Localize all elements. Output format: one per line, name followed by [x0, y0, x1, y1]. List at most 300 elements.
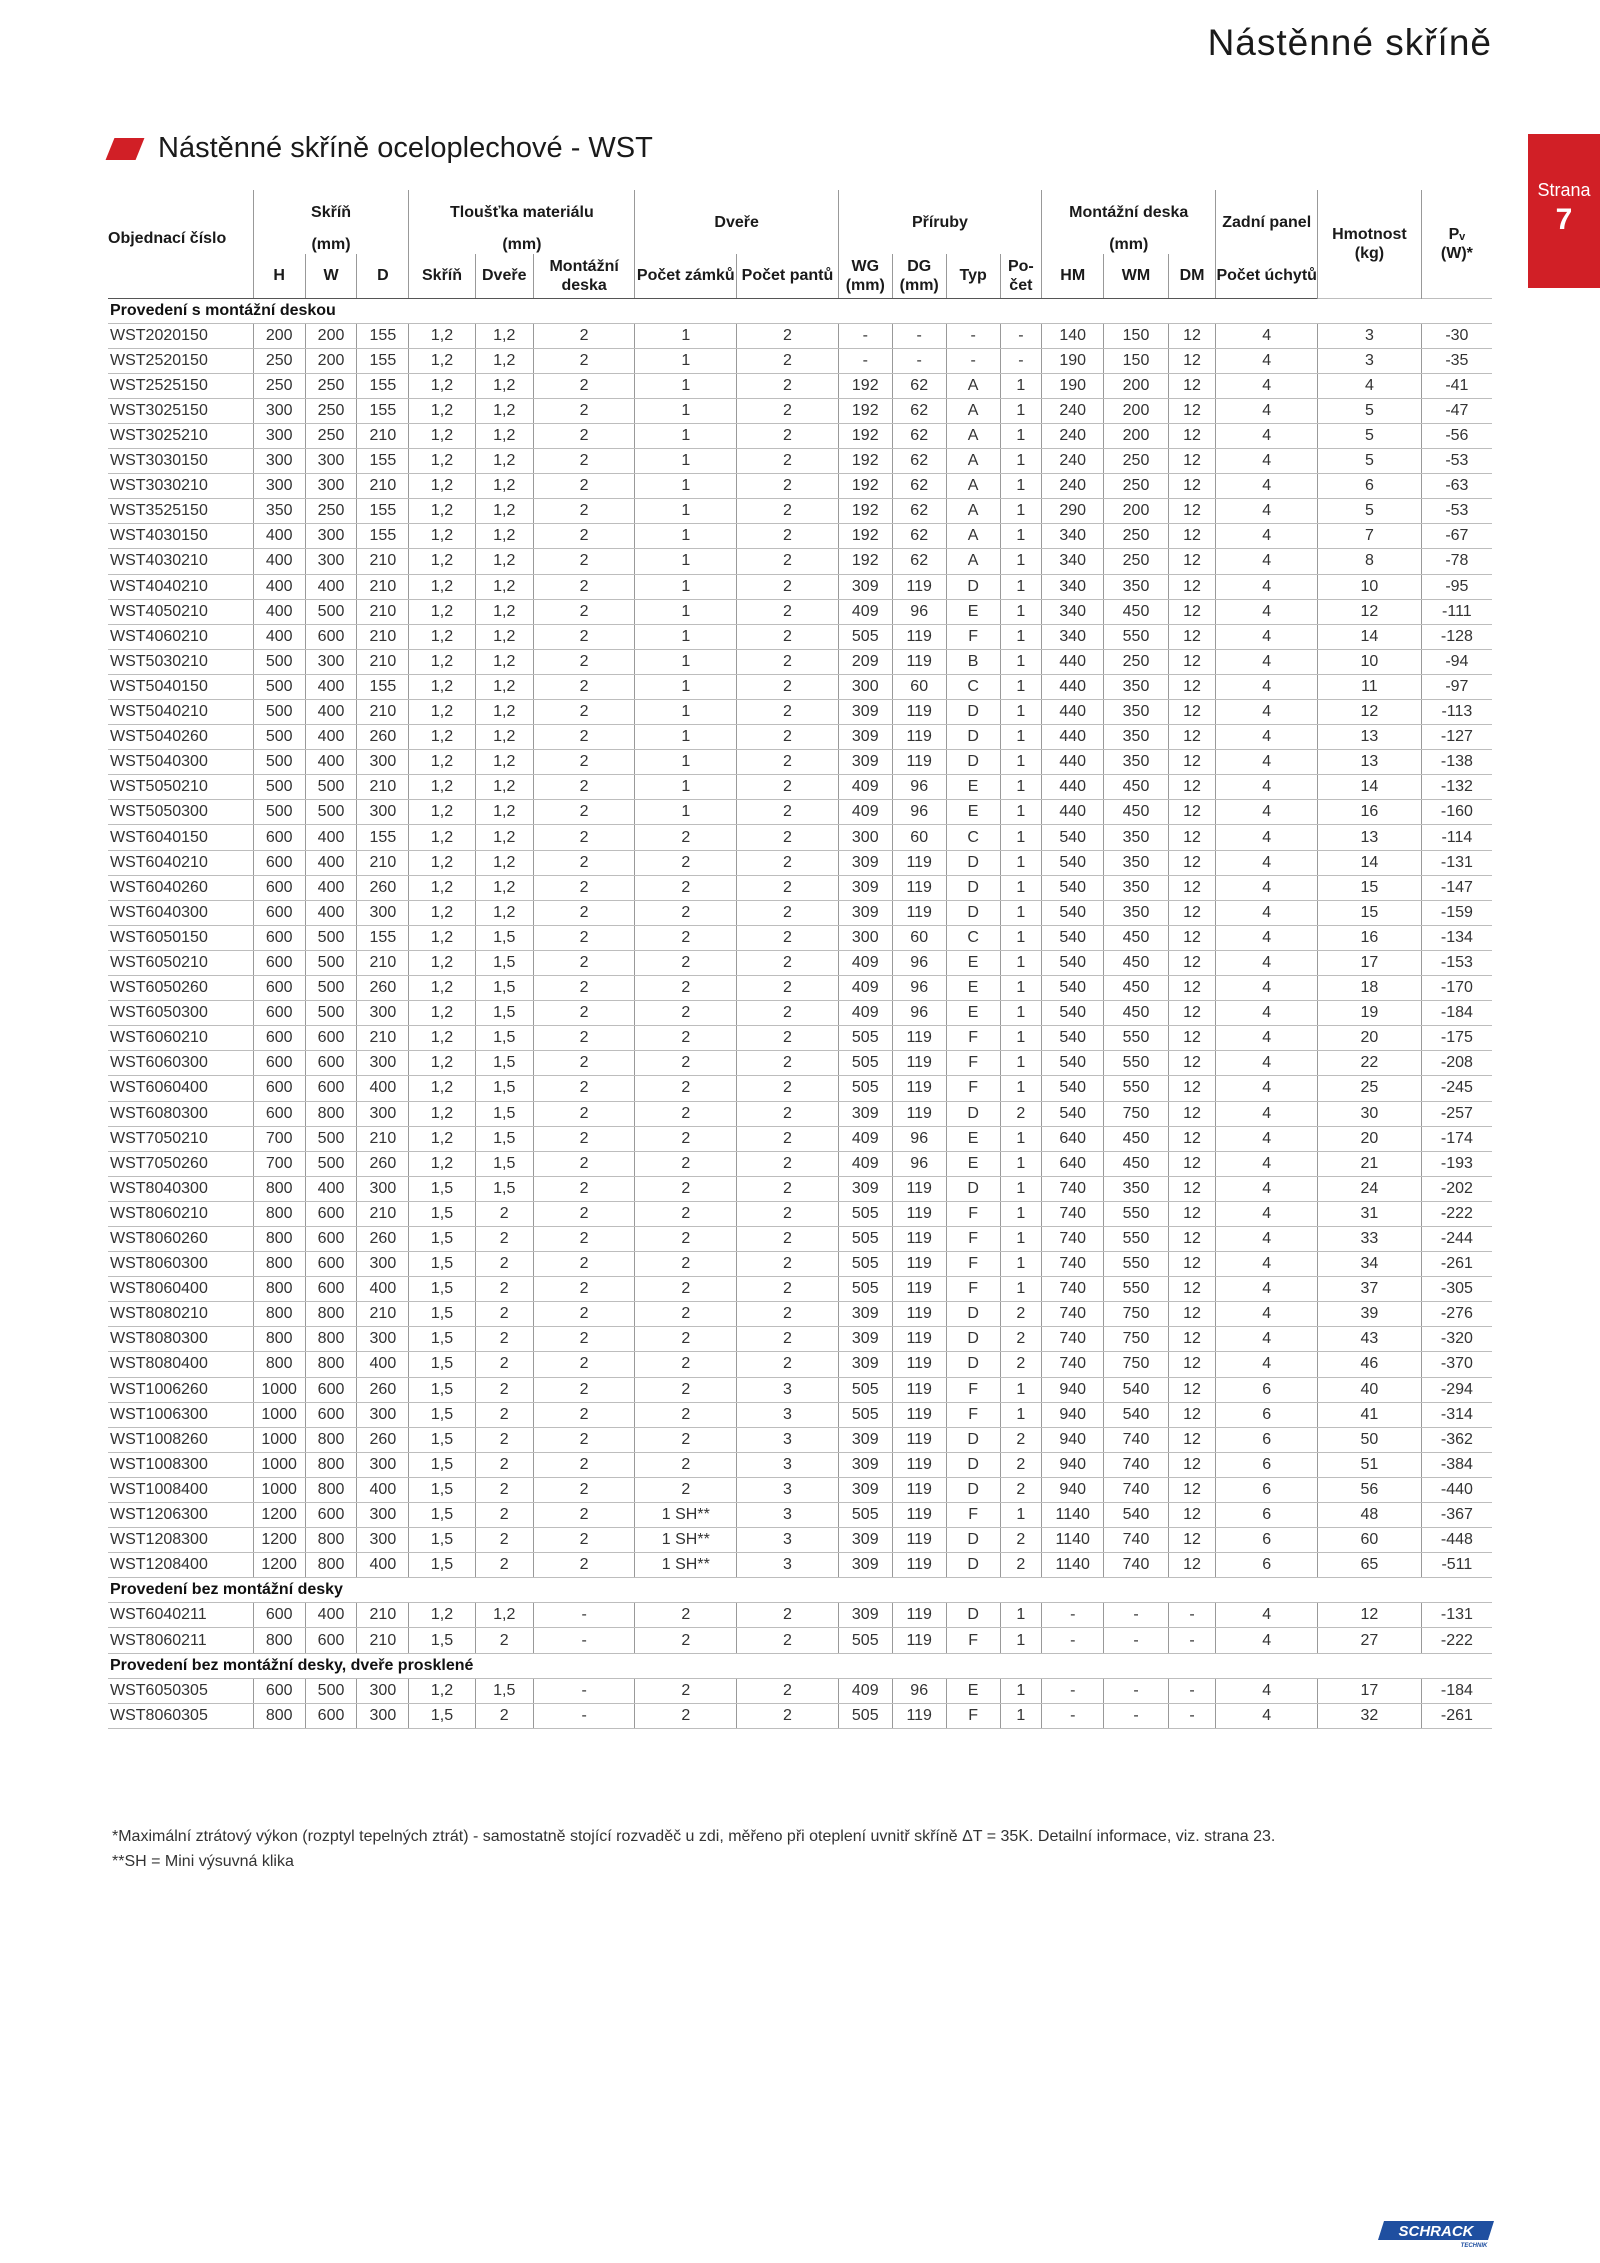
table-cell: 1,2 — [475, 624, 533, 649]
table-cell: 2 — [737, 1327, 839, 1352]
table-cell: - — [892, 348, 946, 373]
table-cell: 300 — [357, 1402, 409, 1427]
table-cell: 260 — [357, 725, 409, 750]
table-cell: 2 — [1000, 1101, 1042, 1126]
table-row — [108, 1603, 1492, 1628]
table-cell: 2 — [635, 1277, 737, 1302]
table-cell: 740 — [1042, 1327, 1104, 1352]
table-cell: 16 — [1318, 925, 1422, 950]
table-cell: 1 — [635, 549, 737, 574]
table-cell: 12 — [1168, 1477, 1216, 1502]
table-cell: 1,2 — [409, 599, 475, 624]
table-cell: 2 — [475, 1477, 533, 1502]
table-cell: 500 — [305, 1678, 357, 1703]
table-row — [108, 1226, 1492, 1251]
table-cell: 4 — [1216, 950, 1318, 975]
table-cell: 300 — [357, 800, 409, 825]
table-cell: 1 — [1000, 1703, 1042, 1728]
table-cell: 1 — [1000, 1402, 1042, 1427]
col-code-header: Objednací číslo — [108, 230, 227, 247]
schrack-logo — [1378, 2218, 1496, 2248]
table-cell: -384 — [1421, 1452, 1492, 1477]
table-cell: 409 — [838, 976, 892, 1001]
table-row — [108, 925, 1492, 950]
table-cell: 1 — [1000, 674, 1042, 699]
table-cell: F — [946, 1226, 1000, 1251]
table-cell: 2 — [533, 599, 635, 624]
table-cell: 1,2 — [475, 323, 533, 348]
table-cell: 1,2 — [409, 1101, 475, 1126]
table-cell: 2 — [533, 1252, 635, 1277]
table-cell: 2 — [737, 449, 839, 474]
table-cell: 20 — [1318, 1026, 1422, 1051]
table-cell: 119 — [892, 1427, 946, 1452]
table-cell: 1000 — [253, 1402, 305, 1427]
table-cell: 740 — [1104, 1553, 1168, 1578]
table-cell: 1,5 — [409, 1176, 475, 1201]
table-cell: -114 — [1421, 825, 1492, 850]
table-cell: 6 — [1318, 474, 1422, 499]
table-cell: 1,2 — [409, 449, 475, 474]
table-cell: -261 — [1421, 1252, 1492, 1277]
table-cell: 260 — [357, 1151, 409, 1176]
table-cell: 2 — [737, 574, 839, 599]
col-pantu: Počet pantů — [737, 254, 839, 298]
table-cell: 1,5 — [475, 1151, 533, 1176]
table-cell: 119 — [892, 1628, 946, 1653]
table-cell: 1,5 — [475, 976, 533, 1001]
table-cell: 119 — [892, 1101, 946, 1126]
table-cell: 1,2 — [409, 499, 475, 524]
table-cell: E — [946, 1126, 1000, 1151]
table-cell: D — [946, 700, 1000, 725]
table-cell: 1,5 — [475, 950, 533, 975]
table-cell: 4 — [1216, 674, 1318, 699]
table-cell: 2 — [737, 599, 839, 624]
table-cell: 300 — [357, 1528, 409, 1553]
table-cell: -257 — [1421, 1101, 1492, 1126]
table-cell: 210 — [357, 599, 409, 624]
table-cell: 48 — [1318, 1503, 1422, 1528]
table-cell: F — [946, 1051, 1000, 1076]
table-cell: 210 — [357, 700, 409, 725]
group-row — [108, 298, 1492, 323]
table-cell: 1 SH** — [635, 1503, 737, 1528]
table-cell: 2 — [737, 499, 839, 524]
table-cell: 1,5 — [475, 925, 533, 950]
table-cell: 300 — [305, 649, 357, 674]
table-cell: 500 — [305, 925, 357, 950]
table-cell: 250 — [253, 348, 305, 373]
table-cell: 2 — [635, 976, 737, 1001]
table-cell: 155 — [357, 925, 409, 950]
table-cell: -78 — [1421, 549, 1492, 574]
table-cell: 119 — [892, 1176, 946, 1201]
table-cell: 119 — [892, 1703, 946, 1728]
table-cell: 2 — [737, 875, 839, 900]
table-cell: 1,5 — [475, 1126, 533, 1151]
table-cell: 5 — [1318, 449, 1422, 474]
table-cell: 300 — [357, 1001, 409, 1026]
table-cell: 250 — [305, 398, 357, 423]
table-cell: - — [1042, 1678, 1104, 1703]
table-cell: 4 — [1216, 624, 1318, 649]
table-cell: 43 — [1318, 1327, 1422, 1352]
table-cell: 309 — [838, 875, 892, 900]
table-cell: 2 — [533, 1327, 635, 1352]
table-cell: -95 — [1421, 574, 1492, 599]
table-cell: 1 — [1000, 524, 1042, 549]
table-row — [108, 1678, 1492, 1703]
col-dm: DM — [1168, 254, 1216, 298]
table-row — [108, 1528, 1492, 1553]
col-pocet: Po- čet — [1000, 254, 1042, 298]
table-cell: -320 — [1421, 1327, 1492, 1352]
table-cell: 600 — [253, 1026, 305, 1051]
table-cell: A — [946, 449, 1000, 474]
table-cell: 540 — [1042, 850, 1104, 875]
table-cell: B — [946, 649, 1000, 674]
table-cell: -127 — [1421, 725, 1492, 750]
table-cell: 2 — [635, 925, 737, 950]
table-cell: 600 — [305, 1076, 357, 1101]
table-cell: 2 — [737, 1277, 839, 1302]
table-cell: 12 — [1318, 1603, 1422, 1628]
table-row — [108, 373, 1492, 398]
table-row — [108, 1327, 1492, 1352]
table-row — [108, 900, 1492, 925]
table-cell: 800 — [253, 1352, 305, 1377]
table-cell: 309 — [838, 700, 892, 725]
table-cell: 400 — [253, 624, 305, 649]
order-code-cell: WST8060210 — [108, 1201, 253, 1226]
table-cell: 350 — [1104, 725, 1168, 750]
table-cell: 96 — [892, 775, 946, 800]
table-cell: 210 — [357, 549, 409, 574]
table-cell: 2 — [475, 1352, 533, 1377]
table-cell: 12 — [1168, 1528, 1216, 1553]
order-code-cell: WST6040260 — [108, 875, 253, 900]
table-cell: 192 — [838, 423, 892, 448]
table-cell: 62 — [892, 423, 946, 448]
table-cell: 1 — [1000, 1603, 1042, 1628]
table-cell: A — [946, 423, 1000, 448]
table-cell: 119 — [892, 1503, 946, 1528]
order-code-cell: WST2520150 — [108, 348, 253, 373]
table-cell: 10 — [1318, 649, 1422, 674]
table-cell: 300 — [357, 1051, 409, 1076]
table-cell: 505 — [838, 1226, 892, 1251]
table-cell: 119 — [892, 1051, 946, 1076]
table-cell: 1 — [635, 524, 737, 549]
table-cell: 550 — [1104, 1277, 1168, 1302]
table-cell: 1,2 — [475, 549, 533, 574]
table-cell: - — [533, 1603, 635, 1628]
table-cell: 2 — [737, 1001, 839, 1026]
table-cell: 740 — [1042, 1352, 1104, 1377]
table-cell: 800 — [305, 1302, 357, 1327]
table-cell: 1 — [1000, 1026, 1042, 1051]
table-cell: 31 — [1318, 1201, 1422, 1226]
table-cell: 540 — [1042, 1026, 1104, 1051]
table-cell: 1,2 — [409, 950, 475, 975]
table-cell: 540 — [1042, 900, 1104, 925]
table-cell: 450 — [1104, 800, 1168, 825]
table-cell: 600 — [253, 925, 305, 950]
table-row — [108, 775, 1492, 800]
table-cell: 119 — [892, 1252, 946, 1277]
table-cell: 2 — [533, 800, 635, 825]
table-cell: 1,2 — [409, 850, 475, 875]
table-cell: 4 — [1216, 1302, 1318, 1327]
table-cell: 409 — [838, 775, 892, 800]
table-cell: 65 — [1318, 1553, 1422, 1578]
table-cell: D — [946, 900, 1000, 925]
section-marker-icon — [106, 138, 145, 160]
order-code-cell: WST2525150 — [108, 373, 253, 398]
table-cell: 3 — [737, 1377, 839, 1402]
table-cell: 1 — [1000, 1678, 1042, 1703]
col-skrin-header: Skříň — [253, 190, 409, 234]
table-cell: 30 — [1318, 1101, 1422, 1126]
table-cell: 2 — [635, 900, 737, 925]
table-cell: 16 — [1318, 800, 1422, 825]
table-cell: 350 — [1104, 850, 1168, 875]
table-cell: 400 — [305, 875, 357, 900]
table-cell: -131 — [1421, 1603, 1492, 1628]
table-cell: 2 — [737, 925, 839, 950]
table-cell: 1,2 — [409, 925, 475, 950]
table-cell: 600 — [305, 1703, 357, 1728]
table-cell: 1,2 — [409, 649, 475, 674]
table-cell: A — [946, 549, 1000, 574]
table-row — [108, 950, 1492, 975]
order-code-cell: WST6050260 — [108, 976, 253, 1001]
table-cell: 1 — [1000, 398, 1042, 423]
table-cell: 19 — [1318, 1001, 1422, 1026]
table-cell: 210 — [357, 574, 409, 599]
table-cell: E — [946, 800, 1000, 825]
table-cell: 119 — [892, 1302, 946, 1327]
table-cell: 119 — [892, 1327, 946, 1352]
table-cell: 1 — [1000, 800, 1042, 825]
table-cell: E — [946, 1151, 1000, 1176]
table-cell: -208 — [1421, 1051, 1492, 1076]
table-cell: -41 — [1421, 373, 1492, 398]
table-cell: -134 — [1421, 925, 1492, 950]
table-cell: 1 — [1000, 474, 1042, 499]
table-cell: 300 — [357, 1678, 409, 1703]
table-cell: 1,2 — [409, 1151, 475, 1176]
table-row — [108, 725, 1492, 750]
table-cell: -202 — [1421, 1176, 1492, 1201]
table-cell: 309 — [838, 1427, 892, 1452]
table-cell: 2 — [475, 1252, 533, 1277]
table-cell: 119 — [892, 649, 946, 674]
table-cell: 96 — [892, 1126, 946, 1151]
table-cell: 2 — [533, 1226, 635, 1251]
table-cell: 12 — [1168, 1427, 1216, 1452]
table-cell: 2 — [635, 1628, 737, 1653]
table-cell: 800 — [253, 1302, 305, 1327]
table-cell: D — [946, 875, 1000, 900]
table-cell: 2 — [635, 1051, 737, 1076]
table-cell: 1,2 — [475, 423, 533, 448]
svg-text:SCHRACK: SCHRACK — [1398, 2223, 1474, 2240]
table-cell: 2 — [737, 474, 839, 499]
table-cell: 1 — [1000, 1126, 1042, 1151]
table-cell: 1 — [1000, 449, 1042, 474]
table-cell: 119 — [892, 900, 946, 925]
table-cell: 260 — [357, 1427, 409, 1452]
table-cell: D — [946, 1603, 1000, 1628]
table-cell: 1,5 — [409, 1528, 475, 1553]
table-cell: A — [946, 524, 1000, 549]
col-hmotnost-header — [1318, 190, 1422, 298]
order-code-cell: WST5040300 — [108, 750, 253, 775]
order-code-cell: WST7050260 — [108, 1151, 253, 1176]
table-cell: 300 — [357, 1703, 409, 1728]
table-cell: 12 — [1168, 574, 1216, 599]
table-cell: -160 — [1421, 800, 1492, 825]
table-row — [108, 1503, 1492, 1528]
table-body — [108, 298, 1492, 1728]
table-cell: 1000 — [253, 1427, 305, 1452]
table-cell: D — [946, 1352, 1000, 1377]
table-cell: 1 — [1000, 1051, 1042, 1076]
table-cell: 350 — [1104, 900, 1168, 925]
table-cell: 440 — [1042, 700, 1104, 725]
table-cell: 2 — [533, 499, 635, 524]
table-cell: 400 — [357, 1352, 409, 1377]
table-cell: 62 — [892, 549, 946, 574]
table-cell: 96 — [892, 800, 946, 825]
table-cell: -153 — [1421, 950, 1492, 975]
table-cell: 1,2 — [409, 1603, 475, 1628]
table-row — [108, 1001, 1492, 1026]
table-cell: 2 — [737, 1126, 839, 1151]
table-cell: 2 — [475, 1327, 533, 1352]
table-cell: 4 — [1216, 1277, 1318, 1302]
table-cell: 2 — [533, 323, 635, 348]
table-cell: 1 — [1000, 976, 1042, 1001]
order-code-cell: WST3025210 — [108, 423, 253, 448]
table-cell: -174 — [1421, 1126, 1492, 1151]
table-cell: 409 — [838, 1126, 892, 1151]
table-cell: F — [946, 1252, 1000, 1277]
table-cell: 3 — [1318, 348, 1422, 373]
table-cell: 309 — [838, 1477, 892, 1502]
table-cell: -245 — [1421, 1076, 1492, 1101]
table-cell: 1,2 — [475, 524, 533, 549]
table-cell: 2 — [635, 1001, 737, 1026]
table-cell: 1 — [635, 674, 737, 699]
table-cell: 940 — [1042, 1452, 1104, 1477]
table-cell: 13 — [1318, 825, 1422, 850]
table-cell: 2 — [737, 800, 839, 825]
table-cell: 1 — [635, 574, 737, 599]
table-cell: C — [946, 925, 1000, 950]
table-cell: 1,5 — [409, 1302, 475, 1327]
table-row — [108, 700, 1492, 725]
table-cell: 6 — [1216, 1427, 1318, 1452]
table-cell: 12 — [1168, 800, 1216, 825]
table-cell: 600 — [305, 1628, 357, 1653]
col-h: H — [253, 254, 305, 298]
table-row — [108, 1703, 1492, 1728]
table-cell: 290 — [1042, 499, 1104, 524]
table-cell: 800 — [305, 1553, 357, 1578]
table-row — [108, 1427, 1492, 1452]
table-cell: 300 — [305, 549, 357, 574]
table-cell: 500 — [253, 674, 305, 699]
table-cell: 20 — [1318, 1126, 1422, 1151]
table-cell: 12 — [1168, 499, 1216, 524]
table-cell: 1 — [1000, 925, 1042, 950]
table-cell: -94 — [1421, 649, 1492, 674]
table-cell: 12 — [1168, 1101, 1216, 1126]
table-cell: 240 — [1042, 398, 1104, 423]
table-cell: 1 — [635, 599, 737, 624]
table-cell: 4 — [1216, 850, 1318, 875]
table-cell: - — [1042, 1603, 1104, 1628]
table-cell: 540 — [1042, 1076, 1104, 1101]
table-row — [108, 1477, 1492, 1502]
order-code-cell: WST5040150 — [108, 674, 253, 699]
table-cell: 1,5 — [475, 1001, 533, 1026]
order-code-cell: WST5050210 — [108, 775, 253, 800]
table-cell: 300 — [305, 474, 357, 499]
table-cell: 1140 — [1042, 1553, 1104, 1578]
table-cell: 1,2 — [409, 1678, 475, 1703]
table-row — [108, 398, 1492, 423]
page-title: Nástěnné skříně — [1207, 22, 1492, 63]
table-cell: 440 — [1042, 725, 1104, 750]
order-code-cell: WST8060260 — [108, 1226, 253, 1251]
table-cell: -511 — [1421, 1553, 1492, 1578]
table-cell: 800 — [253, 1327, 305, 1352]
table-cell: 12 — [1168, 373, 1216, 398]
table-cell: 600 — [305, 1252, 357, 1277]
table-cell: 2 — [533, 624, 635, 649]
table-cell: 3 — [737, 1402, 839, 1427]
table-cell: -184 — [1421, 1678, 1492, 1703]
table-cell: E — [946, 775, 1000, 800]
table-cell: 12 — [1168, 524, 1216, 549]
table-row — [108, 850, 1492, 875]
table-cell: 2 — [533, 1427, 635, 1452]
table-cell: 2 — [635, 1402, 737, 1427]
table-cell: 2 — [737, 549, 839, 574]
table-cell: 1,2 — [475, 750, 533, 775]
table-cell: 409 — [838, 1001, 892, 1026]
table-cell: 440 — [1042, 674, 1104, 699]
order-code-cell: WST6060300 — [108, 1051, 253, 1076]
table-cell: 1,2 — [475, 1603, 533, 1628]
table-cell: 2 — [533, 850, 635, 875]
table-cell: 210 — [357, 1201, 409, 1226]
table-cell: D — [946, 1101, 1000, 1126]
table-cell: 1,2 — [409, 700, 475, 725]
order-code-cell: WST5040260 — [108, 725, 253, 750]
table-cell: 400 — [253, 574, 305, 599]
table-cell: 12 — [1168, 900, 1216, 925]
table-cell: 1 — [1000, 1201, 1042, 1226]
table-cell: 300 — [357, 1252, 409, 1277]
table-cell: 200 — [1104, 373, 1168, 398]
table-cell: 2 — [533, 1151, 635, 1176]
table-cell: 300 — [838, 674, 892, 699]
